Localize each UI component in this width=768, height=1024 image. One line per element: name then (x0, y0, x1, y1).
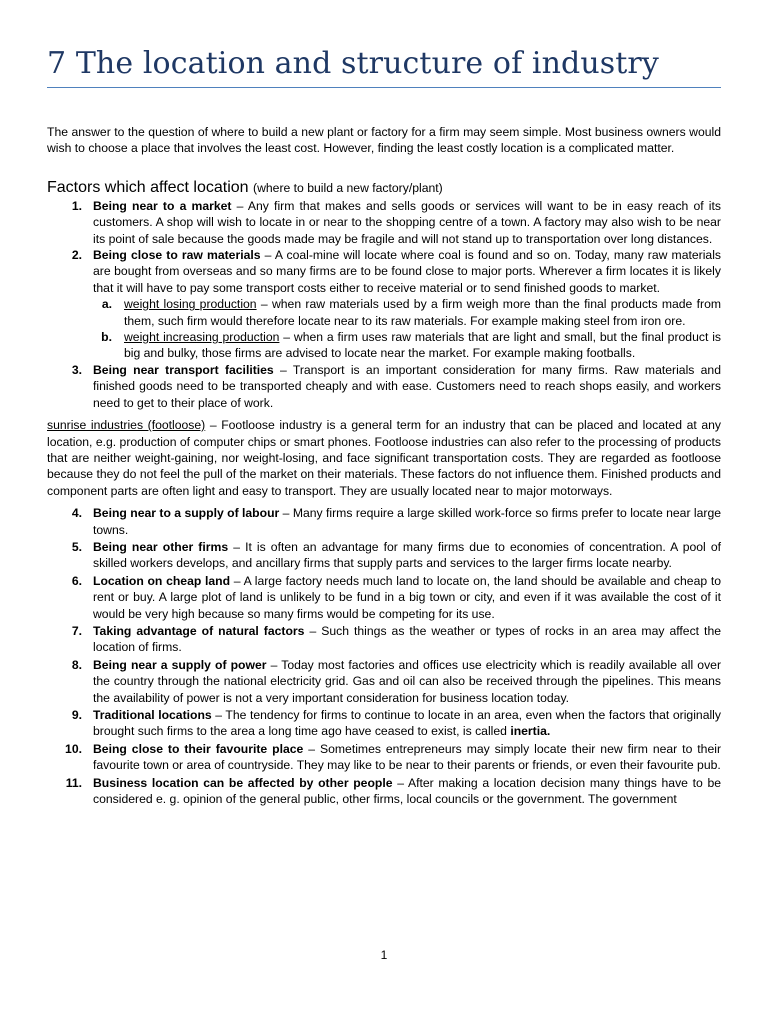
factor-title: Being near a supply of power (93, 657, 267, 672)
factor-number: 10. (65, 741, 82, 756)
factor-title: Location on cheap land (93, 573, 231, 588)
factor-item (47, 198, 721, 247)
factor-title: Being near to a supply of labour (93, 506, 280, 521)
sub-factor-text: – when raw materials used by a firm weigh more than the final products made from them, such firm would therefore locate near to its raw materials. For example making steel from iron ore. (124, 297, 721, 328)
factor-title: Being near transport facilities (93, 362, 274, 377)
factor-text: – A coal-mine will locate where coal is found and so on. Today, many raw materials are bought from overseas and so many firms are to be found close to major ports. Wherever a firm locates it is likely that it will have to pay some transport costs either to receive material or to send finished goods to market. (93, 248, 722, 295)
factor-number: 1. (71, 198, 82, 213)
factor-number: 6. (71, 573, 82, 588)
factor-item (47, 573, 721, 622)
factor-text: – A large factory needs much land to locate on, the land should be available and cheap to rent or buy. A large plot of land is unlikely to be fund in a big town or city, and even if it was available the cost of it would be very high because so many firms would be competing for its use. (93, 573, 721, 621)
factor-item (47, 247, 721, 362)
factor-text: – It is often an advantage for many firms due to economies of concentration. A pool of skilled workers develops, and ancillary firms that supply parts and services to the larger firms locate nearby. (93, 539, 722, 571)
sub-factors-list (47, 296, 721, 362)
sub-factor-text: – when a firm uses raw materials that are light and small, but the final product is big and bulky, those firms are advised to locate near the market. For example making footballs. (124, 330, 721, 361)
factor-item (47, 707, 721, 740)
factor-number: 2. (71, 248, 82, 263)
inertia-term: inertia. (510, 724, 551, 739)
factor-item (47, 657, 721, 706)
factor-item (47, 505, 721, 538)
sub-factor-title: weight losing production (124, 297, 257, 312)
factor-number: 7. (71, 623, 82, 638)
intro-paragraph: The answer to the question of where to build a new plant or factory for a firm may seem simple. Most business owners would wish to choose a place that involves the least cost. However, finding the least costly location is a complicated matter. (47, 125, 721, 156)
footloose-text: – Footloose industry is a general term for an industry that can be placed and located at any location, e.g. production of computer chips or smart phones. Footloose industries can also refer to the processing of products that are neither weight-gaining, nor weight-losing, and face significant transportation costs. They are regarded as footloose because they do not feel the pull of the market on their materials. These factors do not influence them. Finished products and component parts are often light and easy to transport. They are usually located near to major motorways. (47, 418, 721, 498)
sub-factor-item (47, 329, 721, 362)
document-page (47, 0, 721, 808)
factor-item (47, 623, 721, 656)
factor-text: – Today most factories and offices use electricity which is readily available all over the country through the national electricity grid. Gas and oil can also be received through the pipelines. This means the availability of power is not a very important consideration for business location today. (93, 657, 721, 705)
page-title: 7 The location and structure of industry (47, 46, 721, 88)
factors-list-part1 (47, 198, 721, 411)
factor-number: 11. (65, 775, 82, 790)
factor-title: Taking advantage of natural factors (93, 623, 305, 638)
factor-text: – Many firms require a large skilled work-force so firms prefer to locate near large towns. (93, 506, 722, 537)
sub-factor-title: weight increasing production (124, 330, 280, 345)
sub-factor-letter: b. (101, 330, 112, 345)
factors-heading-text: Factors which affect location (47, 178, 249, 196)
factor-text: – Such things as the weather or types of rocks in an area may affect the location of firms. (93, 623, 721, 655)
factor-title: Being near other firms (93, 539, 229, 554)
factor-item (47, 775, 721, 808)
factor-item (47, 741, 721, 774)
factors-heading-paren: (where to build a new factory/plant) (253, 180, 443, 195)
page-number: 1 (380, 948, 388, 962)
factors-list-part2 (47, 505, 721, 807)
factor-text: – The tendency for firms to continue to locate in an area, even when the factors that originally brought such firms to the area a long time ago have ceased to exist, is called (93, 708, 721, 739)
factor-title: Being close to raw materials (93, 248, 261, 263)
factor-text: – Any firm that makes and sells goods or services will want to be in easy reach of its customers. A shop will wish to locate in or near to the shopping centre of a town. A factory may also wish to be near its point of sale because the goods made may be fragile and will not stand up to transportation over long distances. (93, 198, 721, 246)
factor-item (47, 539, 721, 572)
footloose-title: sunrise industries (footloose) (47, 418, 206, 433)
factor-number: 4. (71, 506, 82, 521)
factor-number: 9. (71, 708, 82, 722)
factor-title: Being near to a market (93, 198, 232, 213)
sub-factor-item (47, 296, 721, 329)
factor-title: Being close to their favourite place (93, 741, 304, 756)
factor-title: Traditional locations (93, 708, 212, 722)
factor-number: 5. (71, 539, 82, 554)
factor-text: – Sometimes entrepreneurs may simply locate their new firm near to their favourite town or area of countryside. They may like to be near to their parents or friends, or even their favourite pub. (93, 741, 722, 773)
sub-factor-letter: a. (101, 297, 112, 312)
footloose-paragraph (47, 417, 721, 499)
factor-item (47, 362, 721, 411)
factors-heading (47, 178, 721, 198)
factor-number: 8. (71, 657, 82, 672)
factor-title: Business location can be affected by other people (93, 775, 393, 790)
factor-number: 3. (71, 362, 82, 377)
factor-text: – After making a location decision many things have to be considered e. g. opinion of the general public, other firms, local councils or the government. The government (93, 775, 721, 807)
factor-text: – Transport is an important consideration for many firms. Raw materials and finished goods need to be transported cheaply and with ease. Customers need to reach shops easily, and workers need to get to their place of work. (93, 362, 721, 410)
